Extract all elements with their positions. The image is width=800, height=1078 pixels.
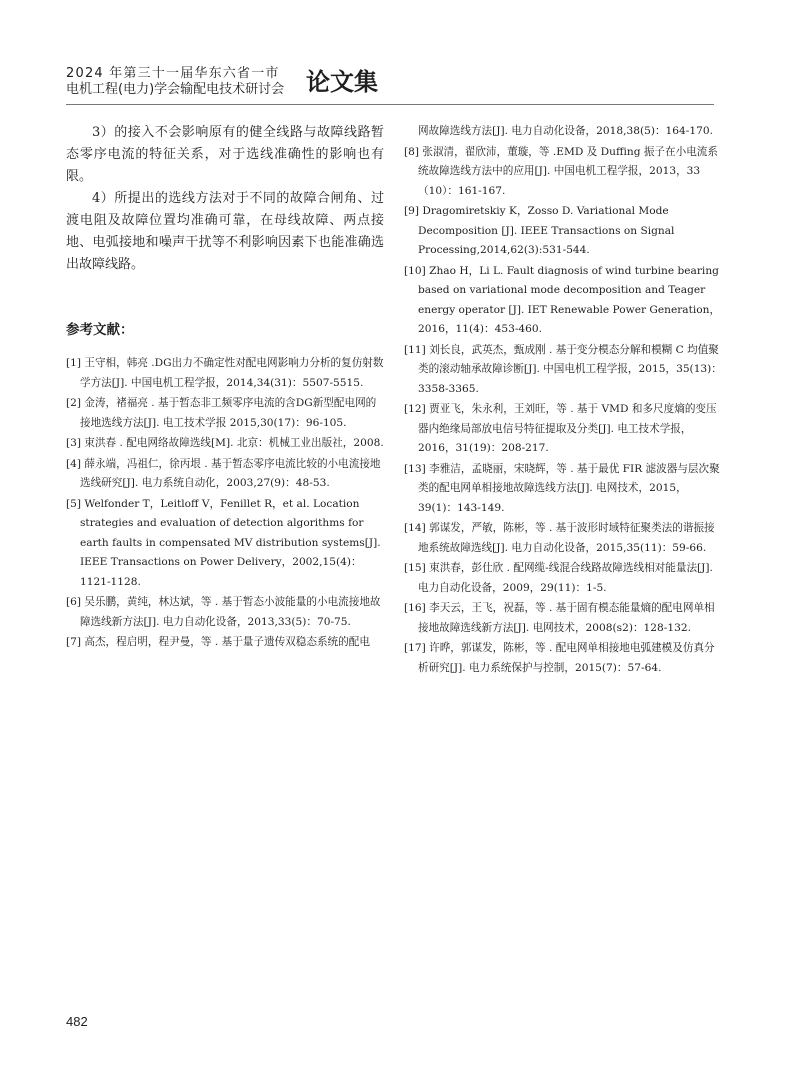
reference-item: [13] 李雅洁，孟晓丽，宋晓辉，等 . 基于最优 FIR 滤波器与层次聚类的配电网单相接地故障选线方法[J]. 电网技术，2015，39(1)：143-149. [404, 462, 720, 514]
reference-item: [4] 薛永端，冯祖仁，徐丙垠 . 基于暂态零序电流比较的小电流接地选线研究[J]. 电力系统自动化，2003,27(9)：48-53. [66, 457, 381, 489]
conference-line-1: 2024 年第三十一届华东六省一市 [66, 66, 280, 81]
reference-item: [6] 吴乐鹏，黄纯，林达斌，等 . 基于暂态小波能量的小电流接地故障选线新方法[J]. 电力自动化设备，2013,33(5)：70-75. [66, 596, 381, 628]
reference-item: [8] 张淑清，翟欣沛，董璇，等 .EMD 及 Duffing 振子在小电流系统故障选线方法中的应用[J]. 中国电机工程学报，2013，33（10）：161-167. [404, 145, 718, 197]
reference-item: [10] Zhao H，Li L. Fault diagnosis of wind turbine bearing based on variational mode decomposition and Teager energy operator [J]. IET Renewable Power Generation，2016，11(4)：453-460. [404, 264, 721, 335]
reference-item: [2] 金涛，褚福亮 . 基于暂态非工频零序电流的含DG新型配电网的接地选线方法[J]. 电工技术学报 2015,30(17)：96-105. [66, 397, 377, 429]
reference-item: [9] Dragomiretskiy K，Zosso D. Variational Mode Decomposition [J]. IEEE Transactions on Signal Processing,2014,62(3):531-544. [404, 205, 675, 256]
reference-item: [14] 郭谋发，严敏，陈彬，等 . 基于波形时域特征聚类法的谐振接地系统故障选线[J]. 电力自动化设备，2015,35(11)：59-66. [404, 522, 715, 554]
body-paragraph: 3）的接入不会影响原有的健全线路与故障线路暂态零序电流的特征关系，对于选线准确性的影响也有限。 [66, 125, 384, 184]
body-paragraph: 4）所提出的选线方法对于不同的故障合闸角、过渡电阻及故障位置均准确可靠，在母线故障、两点接地、电弧接地和噪声干扰等不利影响因素下也能准确选出故障线路。 [66, 191, 384, 272]
left-column [66, 122, 384, 654]
reference-continuation: 网故障选线方法[J]. 电力自动化设备，2018,38(5)：164-170. [418, 125, 713, 137]
references-heading: 参考文献： [66, 322, 134, 338]
reference-item: [17] 许晔，郭谋发，陈彬，等 . 配电网单相接地电弧建模及仿真分析研究[J]. 电力系统保护与控制，2015(7)：57-64. [404, 642, 715, 674]
collection-title: 论文集 [306, 68, 378, 96]
reference-item: [15] 束洪春，彭仕欣 . 配网缆-线混合线路故障选线相对能量法[J]. 电力自动化设备，2009，29(11)：1-5. [404, 562, 713, 594]
reference-item: [12] 贾亚飞，朱永利，王刘旺，等 . 基于 VMD 和多尺度熵的变压器内绝缘局部放电信号特征提取及分类[J]. 电工技术学报，2016，31(19)：208-217. [404, 403, 717, 454]
conference-line-2: 电机工程(电力)学会输配电技术研讨会 [66, 82, 285, 97]
reference-item: [3] 束洪春 . 配电网络故障选线[M]. 北京：机械工业出版社，2008. [66, 437, 384, 449]
right-column [404, 122, 722, 679]
header-divider [66, 104, 714, 105]
reference-item: [5] Welfonder T，Leitloff V，Fenillet R，et al. Location strategies and evaluation of detection algorithms for earth faults in compensated MV distribution systems[J]. IEEE Transactions on Power Delivery，2002,15(4)：1121-1128. [66, 497, 381, 588]
reference-list-right [404, 122, 722, 678]
page-number: 482 [66, 1014, 88, 1029]
reference-item: [11] 刘长良，武英杰，甄成刚 . 基于变分模态分解和模糊 C 均值聚类的滚动轴承故障诊断[J]. 中国电机工程学报，2015，35(13)：3358-3365. [404, 343, 722, 395]
reference-item: [16] 李天云，王飞，祝磊，等 . 基于固有模态能量熵的配电网单相接地故障选线新方法[J]. 电网技术，2008(s2)：128-132. [404, 602, 715, 634]
reference-list-left [66, 354, 384, 653]
reference-item: [7] 高杰，程启明，程尹曼，等 . 基于量子遗传双稳态系统的配电 [66, 636, 370, 648]
reference-item: [1] 王守相，韩亮 .DG出力不确定性对配电网影响力分析的复仿射数学方法[J]. 中国电机工程学报，2014,34(31)：5507-5515. [66, 357, 384, 389]
conference-name [66, 66, 284, 98]
